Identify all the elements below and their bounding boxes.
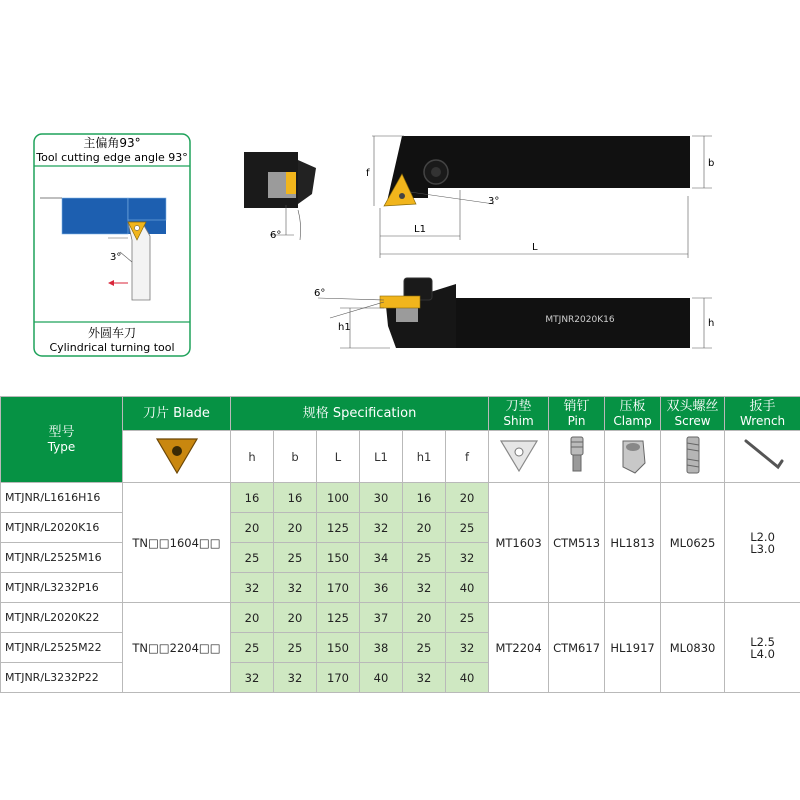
holder-engraving: MTJNR2020K16: [545, 315, 615, 325]
type-cell: MTJNR/L2020K22: [1, 603, 123, 633]
col-f: f: [446, 431, 489, 483]
wrench-cell: L2.5 L4.0: [725, 603, 800, 693]
dim-b-label: b: [708, 158, 715, 169]
type-cell: MTJNR/L2525M22: [1, 633, 123, 663]
pin-cell: CTM617: [549, 603, 605, 693]
shim-cell: MT1603: [489, 483, 549, 603]
col-h1: h1: [403, 431, 446, 483]
type-cell: MTJNR/L3232P16: [1, 573, 123, 603]
table-row: MTJNR/L2525M16 25 25 150 34 25 32: [1, 543, 800, 573]
type-cell: MTJNR/L2525M16: [1, 543, 123, 573]
end-angle-label: 6°: [270, 230, 282, 241]
tool-title-cn: 外圆车刀: [87, 326, 137, 340]
table-row: MTJNR/L2525M22 25 25 150 38 25 32: [1, 633, 800, 663]
dim-L1-label: L1: [414, 224, 426, 235]
screw-header: 双头螺丝 Screw: [661, 397, 725, 431]
spec-table: [0, 396, 800, 693]
dim-f-label: f: [366, 168, 370, 179]
clamp-cell: HL1917: [605, 603, 661, 693]
shim-header: 刀垫 Shim: [489, 397, 549, 431]
table-row: MTJNR/L3232P16 32 32 170 36 32 40: [1, 573, 800, 603]
turning-diagram: [34, 134, 190, 356]
type-cell: MTJNR/L3232P22: [1, 663, 123, 693]
angle-title-cn: 主偏角93°: [83, 136, 141, 150]
clamp-cell: HL1813: [605, 483, 661, 603]
side-view: [314, 278, 714, 348]
type-cell: MTJNR/L2020K16: [1, 513, 123, 543]
triangle-insert-icon: [153, 433, 201, 477]
shim-cell: MT2204: [489, 603, 549, 693]
side-angle-label: 6°: [314, 288, 326, 299]
type-header: 型号 Type: [1, 397, 123, 483]
left-angle-label: 3°: [110, 252, 122, 263]
dim-L-label: L: [532, 242, 538, 253]
wrench-cell: L2.0 L3.0: [725, 483, 800, 603]
pin-cell: CTM513: [549, 483, 605, 603]
clamp-icon: [615, 433, 651, 477]
wrench-icon: [738, 433, 788, 477]
dim-h-label: h: [708, 318, 715, 329]
col-L1: L1: [360, 431, 403, 483]
blade-cell: TN□□2204□□: [123, 603, 231, 693]
col-L: L: [317, 431, 360, 483]
angle-title-en: Tool cutting edge angle 93°: [36, 151, 188, 164]
shim-icon: [497, 435, 541, 475]
pin-header: 销钉 Pin: [549, 397, 605, 431]
tool-diagrams: [0, 0, 800, 390]
top-angle-label: 3°: [488, 196, 500, 207]
spec-header: 规格 Specification: [231, 397, 489, 431]
clamp-header: 压板 Clamp: [605, 397, 661, 431]
wrench-header: 扳手 Wrench: [725, 397, 800, 431]
screw-cell: ML0830: [661, 603, 725, 693]
screw-icon: [675, 433, 711, 477]
tool-title-en: Cylindrical turning tool: [49, 341, 175, 354]
table-row: MTJNR/L2020K16 20 20 125 32 20 25: [1, 513, 800, 543]
dim-h1-label: h1: [338, 322, 351, 333]
end-view: [244, 152, 316, 241]
pin-icon: [562, 433, 592, 477]
table-row: MTJNR/L1616H16 TN□□1604□□ 16 16 100 30 16 20 MT1603 CTM513 HL1813 ML0625 L2.0 L3.0: [1, 483, 800, 513]
screw-cell: ML0625: [661, 483, 725, 603]
type-cell: MTJNR/L1616H16: [1, 483, 123, 513]
table-row: MTJNR/L3232P22 32 32 170 40 32 40: [1, 663, 800, 693]
table-row: MTJNR/L2020K22 TN□□2204□□ 20 20 125 37 20 25 MT2204 CTM617 HL1917 ML0830 L2.5 L4.0: [1, 603, 800, 633]
blade-cell: TN□□1604□□: [123, 483, 231, 603]
blade-image-cell: [123, 431, 231, 483]
col-h: h: [231, 431, 274, 483]
blade-header: 刀片 Blade: [123, 397, 231, 431]
header-row: [1, 397, 800, 431]
top-view: [366, 136, 714, 258]
col-b: b: [274, 431, 317, 483]
